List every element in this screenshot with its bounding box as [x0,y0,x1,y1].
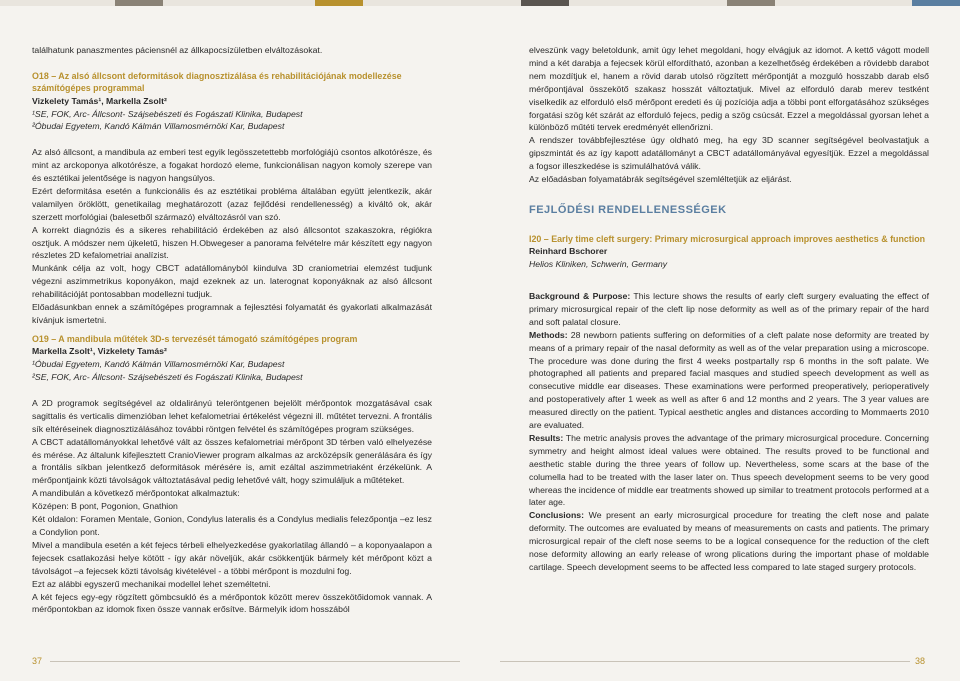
color-bar-segment [569,0,727,6]
o19-title: O19 – A mandibula műtétek 3D-s tervezését támogató számítógépes program [32,333,358,344]
o18-paragraph: Munkánk célja az volt, hogy CBCT adatállományból kiindulva 3D craniometriai elemzést tudjunk végezni aszimmetrikus koponyákon, majd ezeknek az un. laterognat koponyáknak az alsó állcsont rehabilitációját pontosabban modellezni tudjuk. [32,263,432,300]
o19-paragraph: A mandibulán a következő mérőpontokat alkalmaztuk: [32,488,240,499]
color-bar-segment [115,0,163,6]
color-bar-segment [521,0,569,6]
i20-title: I20 – Early time cleft surgery: Primary microsurgical approach improves aesthetics & function [529,233,926,244]
o19-paragraph: Ezt az alábbi egyszerű mechanikai modellel lehet személtetni. [32,578,271,589]
o19-paragraph: A két fejecs egy-egy rögzített gömbcsukló és a mérőpontok között merev összekötőidomok vannak. A mérőpontokban az idomok fixen össze vannak erősítve. Bármelyik idom hosszából [32,591,432,615]
color-bar-segment [912,0,960,6]
right-column [529,44,929,574]
methods-label: Methods: [529,329,568,340]
background-label: Background & Purpose: [529,290,631,301]
footer-rule-right [500,661,910,662]
i20-affiliation: Helios Kliniken, Schwerin, Germany [529,259,668,270]
o18-paragraph: Az alsó állcsont, a mandibula az emberi test egyik legösszetettebb morfológiájú csontos alkotórésze, és mint az arckoponya alkotórésze, a fogakat hordozó eleme, funkcionálisan nagyon komoly szerepe van és esztétikai jelentősége is nagyon hangsúlyos. [32,147,432,184]
o18-title: O18 – Az alsó állcsont deformitások diagnosztizálása és rehabilitációjának modellezése számítógépes programmal [32,70,402,94]
i20-conclusions [529,509,929,574]
i20-authors: Reinhard Bschorer [529,246,608,257]
o19-paragraph: Középen: B pont, Pogonion, Gnathion [32,501,178,512]
conclusions-label: Conclusions: [529,510,585,521]
o19-affiliation-2: ²SE, FOK, Arc- Állcsont- Szájsebészeti és Fogászati Klinika, Budapest [32,372,303,383]
o19-authors: Markella Zsolt¹, Vizkelety Tamás² [32,346,167,357]
color-bar-segment [775,0,912,6]
footer-rule-left [50,661,460,662]
i20-methods [529,329,929,432]
o19-paragraph: A CBCT adatállományokkal lehetővé vált az összes kefalometriai mérőpont 3D térben való elhelyezése és mérése. Az általunk kifejlesztett CranioViewer program alkalmas az arcközépsík generálására és így a frontális síkban jelentkező deformitások mérésére is, amit ezáltal aszimmetriaként érzékelünk. A mérőpontjaink közti távolságok változtatásával pedig lehetővé vált, hogy szimuláljuk a műtéteket. [32,436,432,486]
page-number-right: 38 [915,656,926,666]
continued-paragraph: A rendszer továbbfejlesztése úgy oldható meg, ha egy 3D scanner segítségével beolvastatjuk a gipszmintát és az így kapott adatállományt a CBCT adatállományával egyesítjük. Ezzel a megoldással a fogsor illeszkedése is szimulálhatóvá válik. [529,135,929,172]
o19-affiliation-1: ¹Óbudai Egyetem, Kandó Kálmán Villamosmérnöki Kar, Budapest [32,359,285,370]
color-bar-segment [315,0,363,6]
color-bar-segment [363,0,521,6]
o18-paragraph: Előadásunkban ennek a számítógépes programnak a fejlesztési folyamatát és gyakorlati alkalmazását kívánjuk ismertetni. [32,302,432,325]
o18-paragraph: Ezért deformitása esetén a funkcionális és az esztétikai probléma általában együtt jelentkezik, akár valamilyen öröklött, genetikailag meghatározott (azaz fejlődési rendellenesség) a kiváltó ok, akár szerzett morfológiai (balesetből származó) elváltozásról van szó. [32,185,432,222]
methods-text: 28 newborn patients suffering on deformities of a cleft palate nose deformity are treated by means of a primary repair of the nasal deformity as well as of the velar preparation using a microscope. The procedure was done during the first 4 weeks postpartally rsp 6 months in the soft palate. We photographed all patients and prepared facial masques and studied speech development as well as consecutive middle ear diseases. These examinations were performed preoperatively, perioperatively and postoperatively after 1 week as well as after 6 and 12 months and 2 years. The 3 year values are measured directly on the patient. Typical aesthetic angles and distances according to Mommaerts 2010 are evaluated. [529,329,929,431]
i20-results [529,432,929,509]
o18-affiliation-2: ²Óbudai Egyetem, Kandó Kálmán Villamosmérnöki Kar, Budapest [32,121,285,132]
continued-paragraph: Az előadásban folyamatábrák segítségével szemléltetjük az eljárást. [529,174,792,185]
section-heading: FEJLŐDÉSI RENDELLENESSÉGEK [529,203,727,216]
background-text: This lecture shows the results of early cleft surgery evaluating the effect of primary microsurgical repair of the cleft lip nose deformity as well as of the primary repair of the hard and soft palatal closure. [529,290,929,327]
o18-authors: Vizkelety Tamás¹, Markella Zsolt² [32,95,167,106]
color-bar-segment [0,0,115,6]
color-bar-segment [727,0,775,6]
conclusions-text: We present an early microsurgical procedure for treating the cleft nose and palate deformity. The outcomes are evaluated by means of measurements on casts and patients. The primary microsurgical repair of the cleft nose seems to be a logical consequence for the reduction of the cleft nose deformity allowing an early release of wrong plications during the important phase of moldable cartilage. Speech development seems to be affected less compared to late staged surgery protocols. [529,510,929,573]
left-column [32,44,432,616]
i20-background [529,290,929,329]
intro-tail-paragraph: találhatunk panaszmentes páciensnél az állkapocsízületben elváltozásokat. [32,45,323,55]
page-number-left: 37 [32,656,43,666]
o18-affiliation-1: ¹SE, FOK, Arc- Állcsont- Szájsebészeti és Fogászati Klinika, Budapest [32,108,303,119]
o19-paragraph: Mivel a mandibula esetén a két fejecs térbeli elhelyezkedése gyakorlatilag állandó – a koponyaalapon a fejecsek csatlakozási helye kötött - így akár növeljük, akár csökkentjük bármely két mérőpont közt a távolságot –a fejecsek közti távolság kivételével - a többi mérőpont is mozdulni fog. [32,539,432,576]
results-label: Results: [529,432,564,443]
color-bar-segment [163,0,315,6]
o18-paragraph: A korrekt diagnózis és a sikeres rehabilitáció érdekében az alsó állcsontot szakaszokra, régiókra osztjuk. A módszer nem újkeletű, hiszen H.Obwegeser a panorama felvételre már készített egy nagyon részletes 2D kefalometriai analízist. [32,224,432,261]
top-color-bar [0,0,960,6]
continued-paragraph: elveszünk vagy beletoldunk, amit úgy lehet megoldani, hogy elvágjuk az idomot. A kettő vágott modell mind a két darabja a fejecsek körül elfordítható, azonban a kezelhetőség érdekében a rövidebb darabot nem mozdítjuk el, hanem a rövid darab utolsó rögzített mérőpontját a mozguló hosszabb darab első mérőpontjával összekötő szakasz hosszát változtatjuk. Mivel az elforduló darab merev testként viselkedik az elforduló első mérőpont eredeti és új pozíciója adja a többi pont elforgatásához szükséges forgatási szög két szárát az elforduló fejecs, pedig a szög csúcsát. Ezzel a megoldással gyorsan lehet a különböző műtéti tervek eredményét ellenőrizni. [529,45,929,133]
o19-paragraph: Két oldalon: Foramen Mentale, Gonion, Condylus lateralis és a Condylus medialis felezőpontja –ez lesz a Condylion pont. [32,514,432,537]
o19-paragraph: A 2D programok segítségével az oldalirányú teleröntgenen bejelölt mérőpontok mozgatásával csak sagittalis és verticalis dimenzióban lehet kefalometriai értékelést végezni ill. műtétet tervezni. A frontális sík eltéréseinek diagnosztizálásához további röntgen felvétel és számítógépes program szükséges. [32,397,432,434]
results-text: The metric analysis proves the advantage of the primary microsurgical procedure. Concerning symmetry and height almost ideal values were obtained. The results proved to be functional and aesthetic stable during the three years of follow up. Nevertheless, some scars at the base of the columella had to be treated with the laser later on. Thus speech development seems to be very good whereas the incidence of middle ear treatments showed up similar to treatment protocols performed at a later age. [529,432,930,508]
